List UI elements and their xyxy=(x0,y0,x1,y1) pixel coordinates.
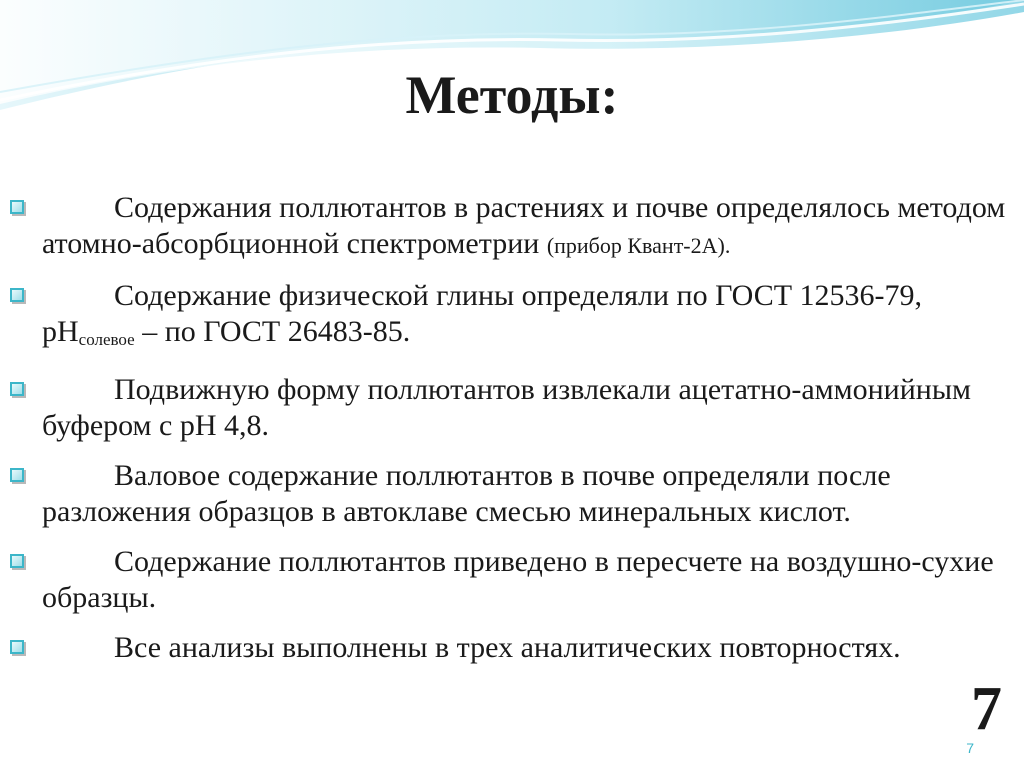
square-bullet-icon xyxy=(10,382,24,396)
list-item xyxy=(10,630,1010,666)
bullet-text: Содержание физической глины определяли по ГОСТ 12536-79, pH xyxy=(42,279,923,348)
square-bullet-icon xyxy=(10,288,24,302)
list-item xyxy=(10,544,1010,616)
list-item xyxy=(10,458,1010,530)
square-bullet-icon xyxy=(10,468,24,482)
list-item xyxy=(10,190,1010,264)
methods-list xyxy=(10,190,1010,680)
bullet-text: Содержание поллютантов приведено в пересчете на воздушно-сухие образцы. xyxy=(42,545,994,614)
square-bullet-icon xyxy=(10,640,24,654)
bullet-text: Подвижную форму поллютантов извлекали ацетатно-аммонийным буфером с рН 4,8. xyxy=(42,373,971,442)
bullet-text-continued: – по ГОСТ 26483-85. xyxy=(134,315,411,348)
bullet-note: (прибор Квант-2А). xyxy=(546,233,731,258)
slide-title: Методы: xyxy=(405,65,619,125)
square-bullet-icon xyxy=(10,554,24,568)
slide-number-small: 7 xyxy=(966,740,974,756)
list-item xyxy=(10,372,1010,444)
slide-number-large: 7 xyxy=(971,675,1002,743)
list-item xyxy=(10,278,1010,358)
bullet-subscript: солевое xyxy=(78,330,135,349)
bullet-text: Содержания поллютантов в растениях и почве определялось методом атомно-абсорбционной спектрометрии xyxy=(42,191,1006,260)
bullet-text: Все анализы выполнены в трех аналитических повторностях. xyxy=(114,631,901,664)
bullet-text: Валовое содержание поллютантов в почве определяли после разложения образцов в автоклаве смесью минеральных кислот. xyxy=(42,459,891,528)
square-bullet-icon xyxy=(10,200,24,214)
